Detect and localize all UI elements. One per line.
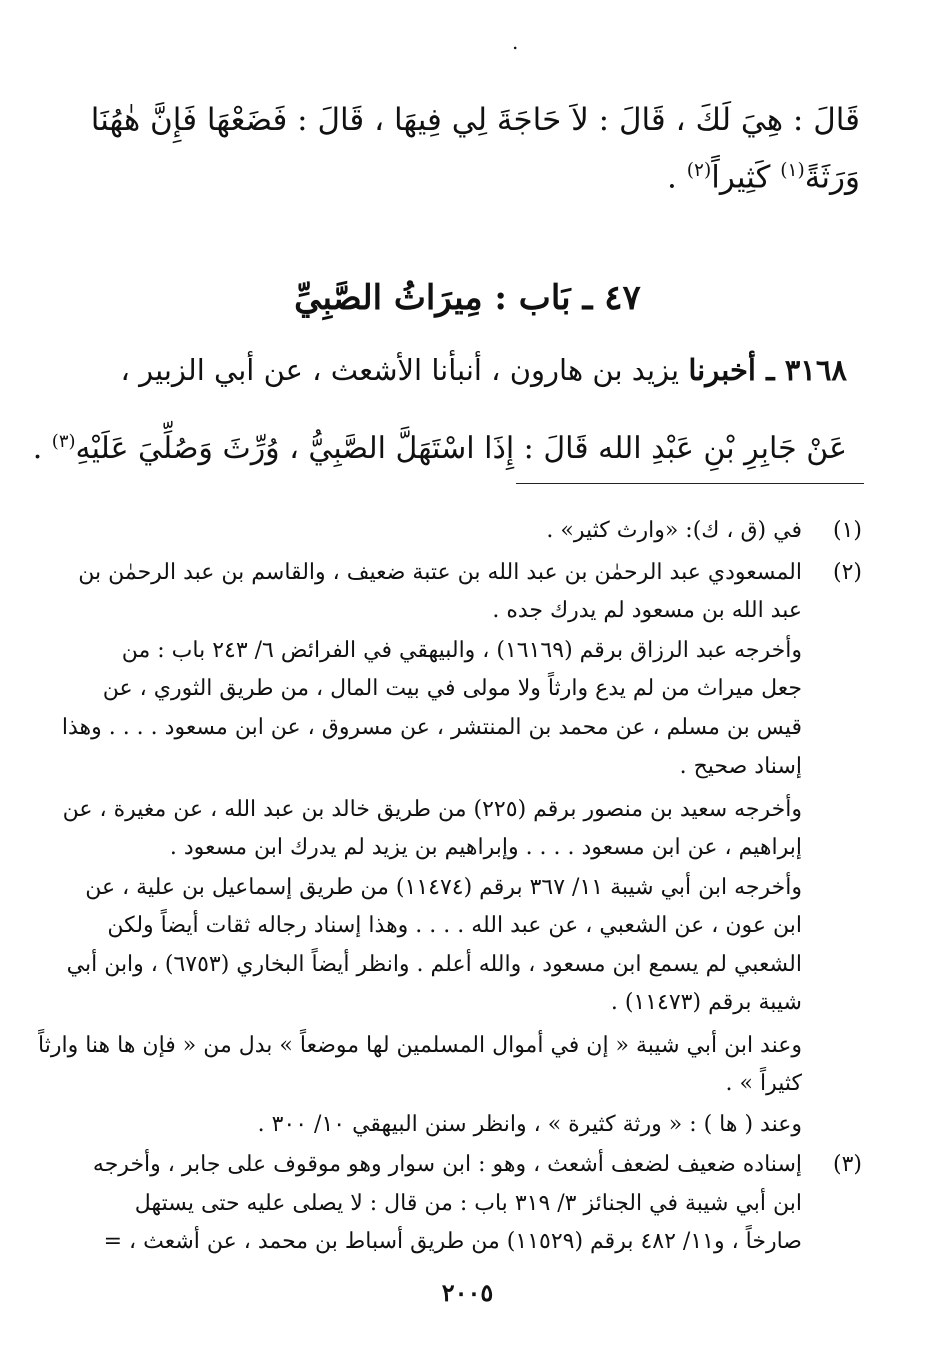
- hadith-line-1: [77, 347, 847, 393]
- hadith-text: عَنْ جَابِرِ بْنِ عَبْدِ الله قَالَ : إِذَا اسْتَهَلَّ الصَّبِيُّ ، وُرِّثَ وَصُلِّيَ عَلَيْهِ: [75, 431, 847, 466]
- footnote-line: شيبة برقم (١١٤٧٣) .: [610, 990, 802, 1015]
- chapter-heading: ٤٧ ـ بَاب : مِيرَاثُ الصَّبِيِّ: [294, 278, 641, 318]
- footnote-line: وأخرجه سعيد بن منصور برقم (٢٢٥) من طريق خالد بن عبد الله ، عن مغيرة ، عن: [62, 797, 802, 822]
- footnote-line: إبراهيم ، عن ابن مسعود . . . . وإبراهيم بن يزيد لم يدرك ابن مسعود .: [169, 835, 802, 860]
- footnote-line: ابن عون ، عن الشعبي ، عن عبد الله . . . . وهذا إسناد رجاله ثقات أيضاً ولكن: [107, 913, 802, 938]
- footnote-line: صارخاً ، و١١/ ٤٨٢ برقم (١١٥٢٩) من طريق أسباط بن محمد ، عن أشعث ، =: [103, 1229, 802, 1254]
- footnote-line: كثيراً » .: [725, 1071, 802, 1096]
- footnote-line: المسعودي عبد الرحمٰن بن عبد الله بن عتبة ضعيف ، والقاسم بن عبد الرحمٰن بن: [78, 560, 802, 585]
- footnote-number: (٢): [832, 560, 862, 585]
- verse-line-1: قَالَ : هِيَ لَكَ ، قَالَ : لاَ حَاجَةَ لِي فِيهَا ، قَالَ : فَضَعْهَا فَإِنَّ هٰهُنَا: [90, 102, 860, 138]
- footnote-line: عبد الله بن مسعود لم يدرك جده .: [492, 598, 802, 623]
- footnote-line: وأخرجه ابن أبي شيبة ١١/ ٣٦٧ برقم (١١٤٧٤) من طريق إسماعيل بن علية ، عن: [85, 875, 802, 900]
- hadith-number: ٣١٦٨ ـ أخبرنا: [688, 353, 847, 387]
- footnote-line: ابن أبي شيبة في الجنائز ٣/ ٣١٩ باب : من قال : لا يصلى عليه حتى يستهل: [134, 1191, 802, 1216]
- footnote-number: (٣): [832, 1152, 862, 1177]
- footnote-line: جعل ميراث من لم يدع وارثاً ولا مولى في بيت المال ، من طريق الثوري ، عن: [102, 676, 802, 701]
- verse-line-2: [75, 145, 860, 203]
- footnote-separator: [516, 483, 864, 484]
- top-mark: .: [512, 30, 519, 54]
- hadith-line-2: [32, 419, 847, 472]
- footnote-line: قيس بن مسلم ، عن محمد بن المنتشر ، عن مسروق ، عن ابن مسعود . . . . وهذا: [61, 715, 802, 740]
- footnote-line: وعند ( ها ) : « ورثة كثيرة » ، وانظر سنن البيهقي ١٠/ ٣٠٠ .: [257, 1112, 802, 1137]
- hadith-chain: يزيد بن هارون ، أنبأنا الأشعث ، عن أبي الزبير ،: [120, 353, 689, 387]
- footnote-line: وأخرجه عبد الرزاق برقم (١٦١٦٩) ، والبيهقي في الفرائض ٦/ ٢٤٣ باب : من: [121, 638, 802, 663]
- hadith-end: .: [32, 431, 52, 466]
- footnote-line: إسناد صحيح .: [679, 754, 802, 779]
- page-number: ٢٠٠٥: [441, 1278, 494, 1307]
- verse-word: كَثِيراً: [711, 159, 781, 196]
- footnote-ref-1: (١): [780, 160, 805, 181]
- footnote-ref-2: (٢): [686, 160, 712, 181]
- footnote-number: (١): [832, 518, 862, 543]
- verse-word: وَرَثَةً: [804, 159, 860, 196]
- footnote-line: الشعبي لم يسمع ابن مسعود ، والله أعلم . وانظر أيضاً البخاري (٦٧٥٣) ، وابن أبي: [66, 952, 802, 977]
- verse-end: .: [666, 159, 687, 196]
- footnote-line: وعند ابن أبي شيبة « إن في أموال المسلمين لها موضعاً » بدل من « فإن ها هنا وارثاً: [38, 1033, 802, 1058]
- footnote-line: في (ق ، ك): «وارث كثير» .: [546, 518, 802, 543]
- footnote-line: إسناده ضعيف لضعف أشعث ، وهو : ابن سوار وهو موقوف على جابر ، وأخرجه: [92, 1152, 802, 1177]
- footnote-ref-3: (٣): [51, 431, 76, 452]
